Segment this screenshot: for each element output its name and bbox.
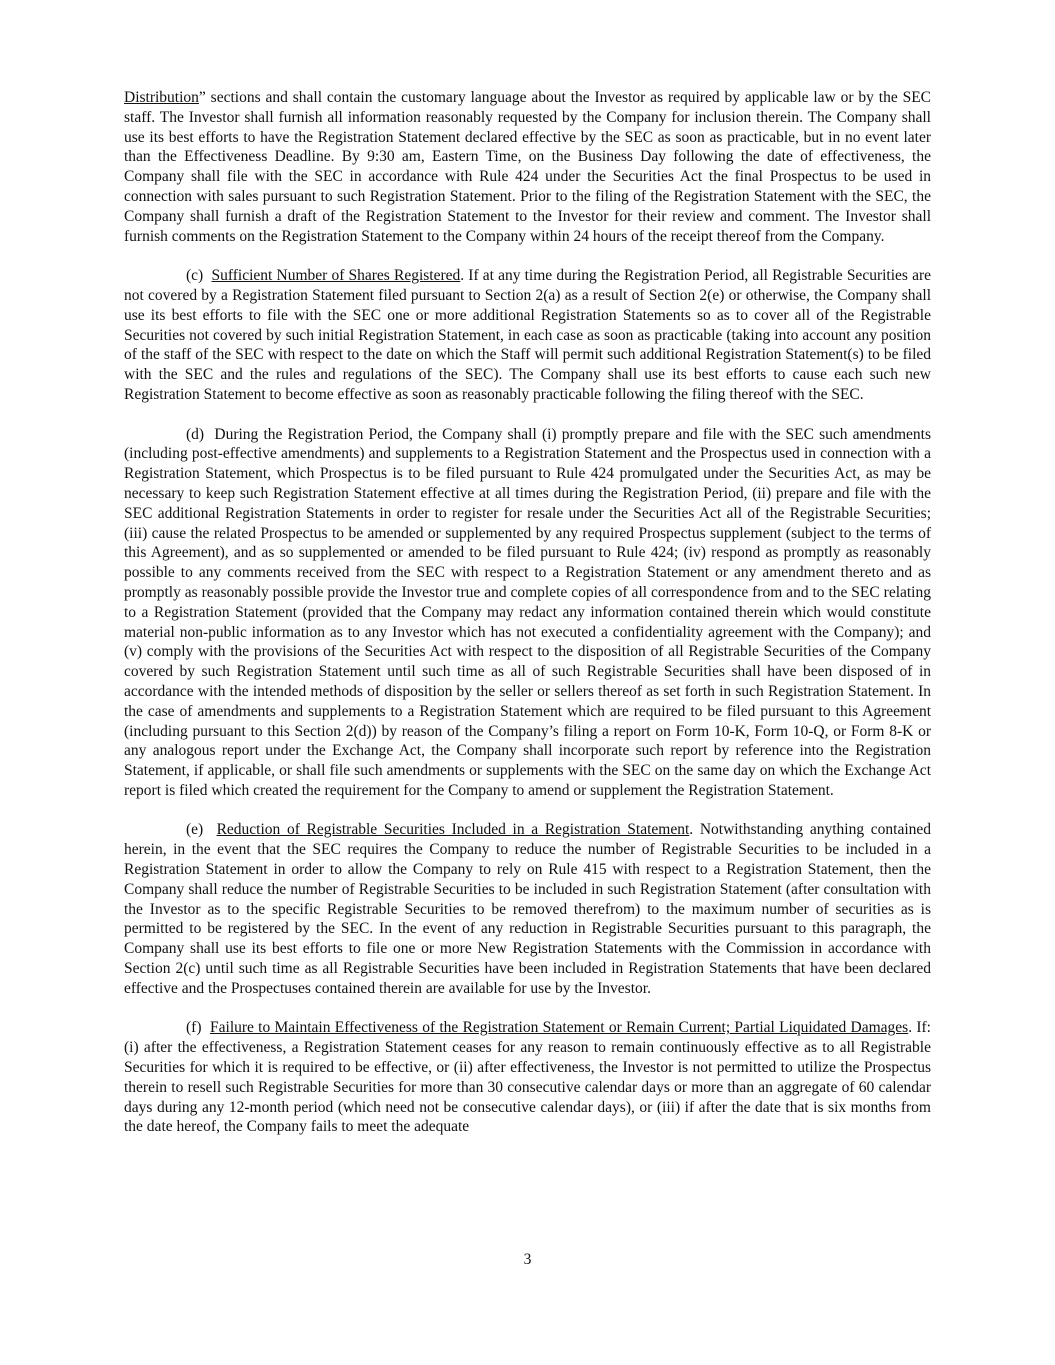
paragraph-e	[124, 820, 931, 998]
paragraph-text: sections and shall contain the customary language about the Investor as required by applicable law or by the SEC staff. The Investor shall furnish all information reasonably requested by the Company for inclusion therein. The Company shall use its best efforts to have the Registration Statement declared effective by the SEC as soon as practicable, but in no event later than the Effectiveness Deadline. By 9:30 am, Eastern Time, on the Business Day following the date of effectiveness, the Company shall file with the SEC in accordance with Rule 424 under the Securities Act the final Prospectus to be used in connection with sales pursuant to such Registration Statement. Prior to the filing of the Registration Statement with the SEC, the Company shall furnish a draft of the Registration Statement to the Investor for their review and comment. The Investor shall furnish comments on the Registration Statement to the Company within 24 hours of the receipt thereof from the Company.	[124, 89, 931, 245]
paragraph-label: (f)	[186, 1019, 211, 1037]
page-number: 3	[523, 1251, 532, 1268]
paragraph-text: . If: (i) after the effectiveness, a Registration Statement ceases for any reason to remain continuously effective as to all Registrable Securities for which it is required to be effective, or (ii) after effectiveness, the Investor is not permitted to utilize the Prospectus therein to resell such Registrable Securities for more than 30 consecutive calendar days or more than an aggregate of 60 calendar days during any 12-month period (which need not be consecutive calendar days), or (iii) if after the date that is six months from the date hereof, the Company fails to meet the adequate	[124, 1019, 931, 1136]
paragraph-text: . Notwithstanding anything contained herein, in the event that the SEC requires the Company to reduce the number of Registrable Securities to be included in a Registration Statement in order to allow the Company to rely on Rule 415 with respect to a Registration Statement, then the Company shall reduce the number of Registrable Securities to be included in such Registration Statement (after consultation with the Investor as to the specific Registrable Securities to be removed therefrom) to the maximum number of securities as is permitted to be registered by the SEC. In the event of any reduction in Registrable Securities pursuant to this paragraph, the Company shall use its best efforts to file one or more New Registration Statements with the Commission in accordance with Section 2(c) until such time as all Registrable Securities have been included in Registration Statements that have been declared effective and the Prospectuses contained therein are available for use by the Investor.	[124, 821, 932, 997]
section-heading: Distribution	[124, 89, 199, 106]
paragraph-d	[124, 425, 931, 801]
paragraph-label: (d)	[186, 425, 215, 443]
paragraph-f	[124, 1018, 931, 1137]
section-heading: Failure to Maintain Effectiveness of the Registration Statement or Remain Current; Partial Liquidated Damages	[210, 1019, 909, 1037]
paragraph-b-continuation	[124, 88, 931, 246]
paragraph-c	[124, 266, 931, 405]
document-body	[124, 88, 931, 1157]
paragraph-text: . If at any time during the Registration Period, all Registrable Securities are not covered by a Registration Statement filed pursuant to Section 2(a) as a result of Section 2(e) or otherwise, the Company shall use its best efforts to file with the SEC one or more additional Registration Statements so as to cover all of the Registrable Securities not covered by such initial Registration Statement, in each case as soon as practicable (taking into account any position of the staff of the SEC with respect to the date on which the Staff will permit such additional Registration Statement(s) to be filed with the SEC and the rules and regulations of the SEC). The Company shall use its best efforts to cause each such new Registration Statement to become effective as soon as reasonably practicable following the filing thereof with the SEC.	[124, 267, 932, 403]
paragraph-label: (c)	[186, 267, 212, 285]
section-heading: Reduction of Registrable Securities Included in a Registration Statement	[216, 821, 690, 839]
paragraph-text: During the Registration Period, the Company shall (i) promptly prepare and file with the SEC such amendments (including post-effective amendments) and supplements to a Registration Statement and the Prospectus used in connection with a Registration Statement, which Prospectus is to be filed pursuant to Rule 424 promulgated under the Securities Act, as may be necessary to keep such Registration Statement effective at all times during the Registration Period, (ii) prepare and file with the SEC additional Registration Statements in order to register for resale under the Securities Act all of the Registrable Securities; (iii) cause the related Prospectus to be amended or supplemented by any required Prospectus supplement (subject to the terms of this Agreement), and as so supplemented or amended to be filed pursuant to Rule 424; (iv) respond as promptly as reasonably possible to any comments received from the SEC with respect to a Registration Statement or any amendment thereto and as promptly as reasonably possible provide the Investor true and complete copies of all correspondence from and to the SEC relating to a Registration Statement (provided that the Company may redact any information contained therein which would constitute material non-public information as to any Investor which has not executed a confidentiality agreement with the Company); and (v) comply with the provisions of the Securities Act with respect to the disposition of all Registrable Securities of the Company covered by such Registration Statement until such time as all of such Registrable Securities shall have been disposed of in accordance with the intended methods of disposition by the seller or sellers thereof as set forth in such Registration Statement. In the case of amendments and supplements to a Registration Statement which are required to be filed pursuant to this Agreement (including pursuant to this Section 2(d)) by reason of the Company’s filing a report on Form 10-K, Form 10-Q, or Form 8-K or any analogous report under the Exchange Act, the Company shall incorporate such report by reference into the Registration Statement, if applicable, or shall file such amendments or supplements with the SEC on the same day on which the Exchange Act report is filed which created the requirement for the Company to amend or supplement the Registration Statement.	[124, 425, 931, 799]
section-heading: Sufficient Number of Shares Registered	[211, 267, 461, 285]
paragraph-label: (e)	[186, 821, 217, 839]
heading-suffix: ”	[198, 89, 206, 106]
